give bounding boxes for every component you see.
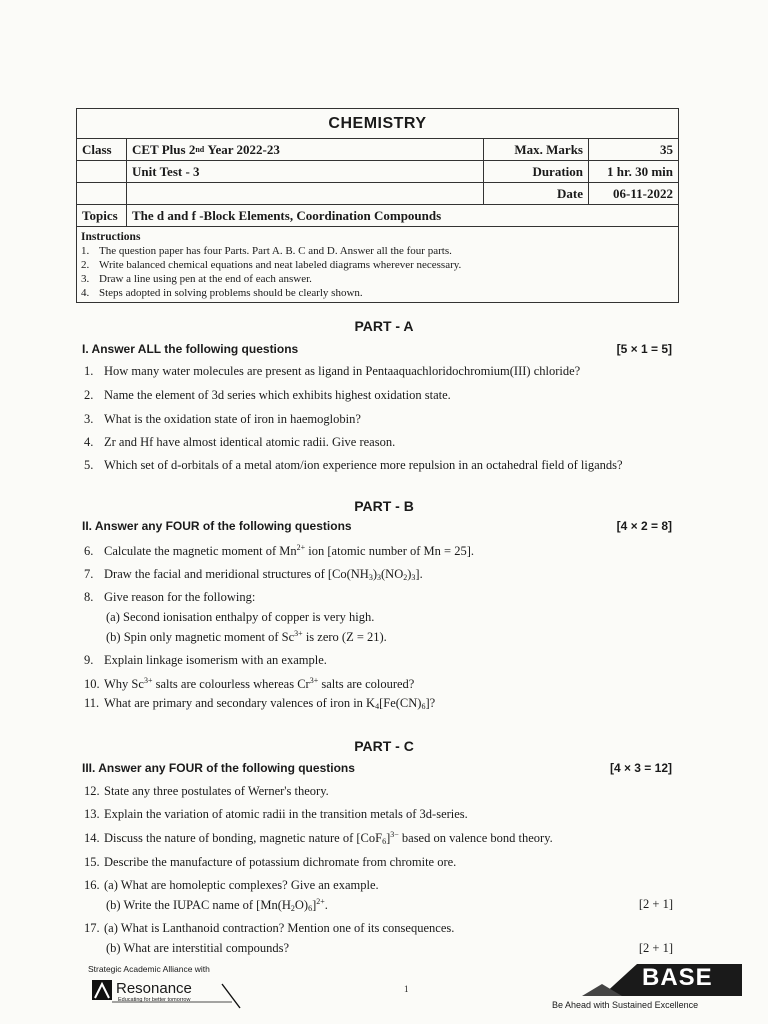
- instruction-item: 1. The question paper has four Parts. Part A. B. C and D. Answer all the four parts.: [81, 245, 452, 257]
- page-number: 1: [404, 984, 409, 994]
- duration-value: 1 hr. 30 min: [607, 163, 673, 179]
- max-marks-label: Max. Marks: [484, 139, 589, 160]
- question-11: 11. What are primary and secondary valences of iron in $K_4[Fe(CN)_6]$?: [84, 696, 436, 711]
- base-tagline: Be Ahead with Sustained Excellence: [552, 1000, 699, 1010]
- part-b-heading: II. Answer any FOUR of the following questions [4 × 2 = 8]: [82, 519, 672, 533]
- class-row: [77, 139, 678, 161]
- unit-value: Unit Test - 3: [127, 161, 484, 182]
- question-6: 6. Calculate the magnetic moment of $Mn^{2+}$ ion [atomic number of Mn = 25].: [84, 543, 474, 558]
- base-logo: [582, 962, 742, 998]
- part-c-heading: III. Answer any FOUR of the following questions [4 × 3 = 12]: [82, 761, 672, 775]
- question-13: 13. Explain the variation of atomic radii in the transition metals of 3d-series.: [84, 807, 468, 821]
- question-8b: (b) Spin only magnetic moment of $Sc^{3+}$ is zero (Z = 21).: [106, 629, 387, 644]
- question-1: 1. How many water molecules are present as ligand in Pentaaquachloridochromium(III) chloride?: [84, 364, 581, 378]
- question-14: 14. Discuss the nature of bonding, magnetic nature of $[CoF_6]^{3-}$ based on valence bond theory.: [84, 830, 553, 846]
- instructions: [77, 227, 678, 302]
- topics-value: The d and f -Block Elements, Coordination Compounds: [132, 207, 442, 223]
- question-17b: (b) What are interstitial compounds?: [106, 941, 290, 955]
- resonance-tagline: Educating for better tomorrow: [118, 997, 191, 1003]
- question-2: 2. Name the element of 3d series which exhibits highest oxidation state.: [84, 388, 451, 402]
- question-3: 3. What is the oxidation state of iron in haemoglobin?: [84, 412, 361, 426]
- duration-label: Duration: [484, 161, 589, 182]
- part-a-heading: I. Answer ALL the following questions [5 × 1 = 5]: [82, 342, 672, 356]
- question-16-marks: [2 + 1]: [638, 897, 673, 911]
- question-9: 9. Explain linkage isomerism with an example.: [84, 653, 327, 667]
- header-table: [76, 108, 679, 303]
- date-row: [77, 183, 678, 205]
- question-4: 4. Zr and Hf have almost identical atomic radii. Give reason.: [84, 435, 396, 449]
- base-name: BASE: [642, 964, 713, 991]
- question-5: 5. Which set of d-orbitals of a metal atom/ion experience more repulsion in an octahedral field of ligands?: [84, 458, 623, 472]
- instruction-item: 2. Write balanced chemical equations and neat labeled diagrams wherever necessary.: [81, 259, 462, 271]
- question-16b: (b) Write the IUPAC name of $[Mn(H_2O)_6]^{2+}$.: [106, 897, 328, 913]
- max-marks-value: 35: [660, 141, 673, 157]
- resonance-logo: [92, 978, 242, 1012]
- question-7: 7. Draw the facial and meridional structures of $[Co(NH_3)_3(NO_2)_3]$.: [84, 567, 423, 582]
- question-15: 15. Describe the manufacture of potassium dichromate from chromite ore.: [84, 855, 457, 869]
- question-17-marks: [2 + 1]: [638, 941, 673, 955]
- part-c-title: PART - C: [354, 738, 414, 754]
- question-10: 10. Why $Sc^{3+}$ salts are colourless whereas $Cr^{3+}$ salts are coloured?: [84, 676, 415, 691]
- question-8a: (a) Second ionisation enthalpy of copper is very high.: [106, 610, 375, 624]
- part-a-marks: [5 × 1 = 5]: [616, 342, 672, 356]
- subject-title: CHEMISTRY: [77, 109, 678, 139]
- part-c-marks: [4 × 3 = 12]: [609, 761, 672, 775]
- question-8: 8. Give reason for the following:: [84, 590, 256, 604]
- topics-label: Topics: [77, 205, 127, 226]
- part-b-marks: [4 × 2 = 8]: [616, 519, 672, 533]
- topics-row: [77, 205, 678, 227]
- unit-row: [77, 161, 678, 183]
- instruction-item: 4. Steps adopted in solving problems should be clearly shown.: [81, 287, 363, 299]
- instruction-item: 3. Draw a line using pen at the end of each answer.: [81, 273, 312, 285]
- date-label: Date: [484, 183, 589, 204]
- resonance-name: Resonance: [116, 980, 192, 997]
- class-label: Class: [77, 139, 127, 160]
- part-a-title: PART - A: [354, 318, 414, 334]
- part-b-title: PART - B: [354, 498, 414, 514]
- date-value: 06-11-2022: [613, 185, 673, 201]
- instructions-label: Instructions: [81, 231, 141, 243]
- question-12: 12. State any three postulates of Werner's theory.: [84, 784, 329, 798]
- class-value: CET Plus 2 nd Year 2022-23: [127, 139, 484, 160]
- alliance-text: Strategic Academic Alliance with: [88, 964, 210, 974]
- question-16: 16. (a) What are homoleptic complexes? Give an example.: [84, 878, 379, 892]
- question-17: 17. (a) What is Lanthanoid contraction? Mention one of its consequences.: [84, 921, 455, 935]
